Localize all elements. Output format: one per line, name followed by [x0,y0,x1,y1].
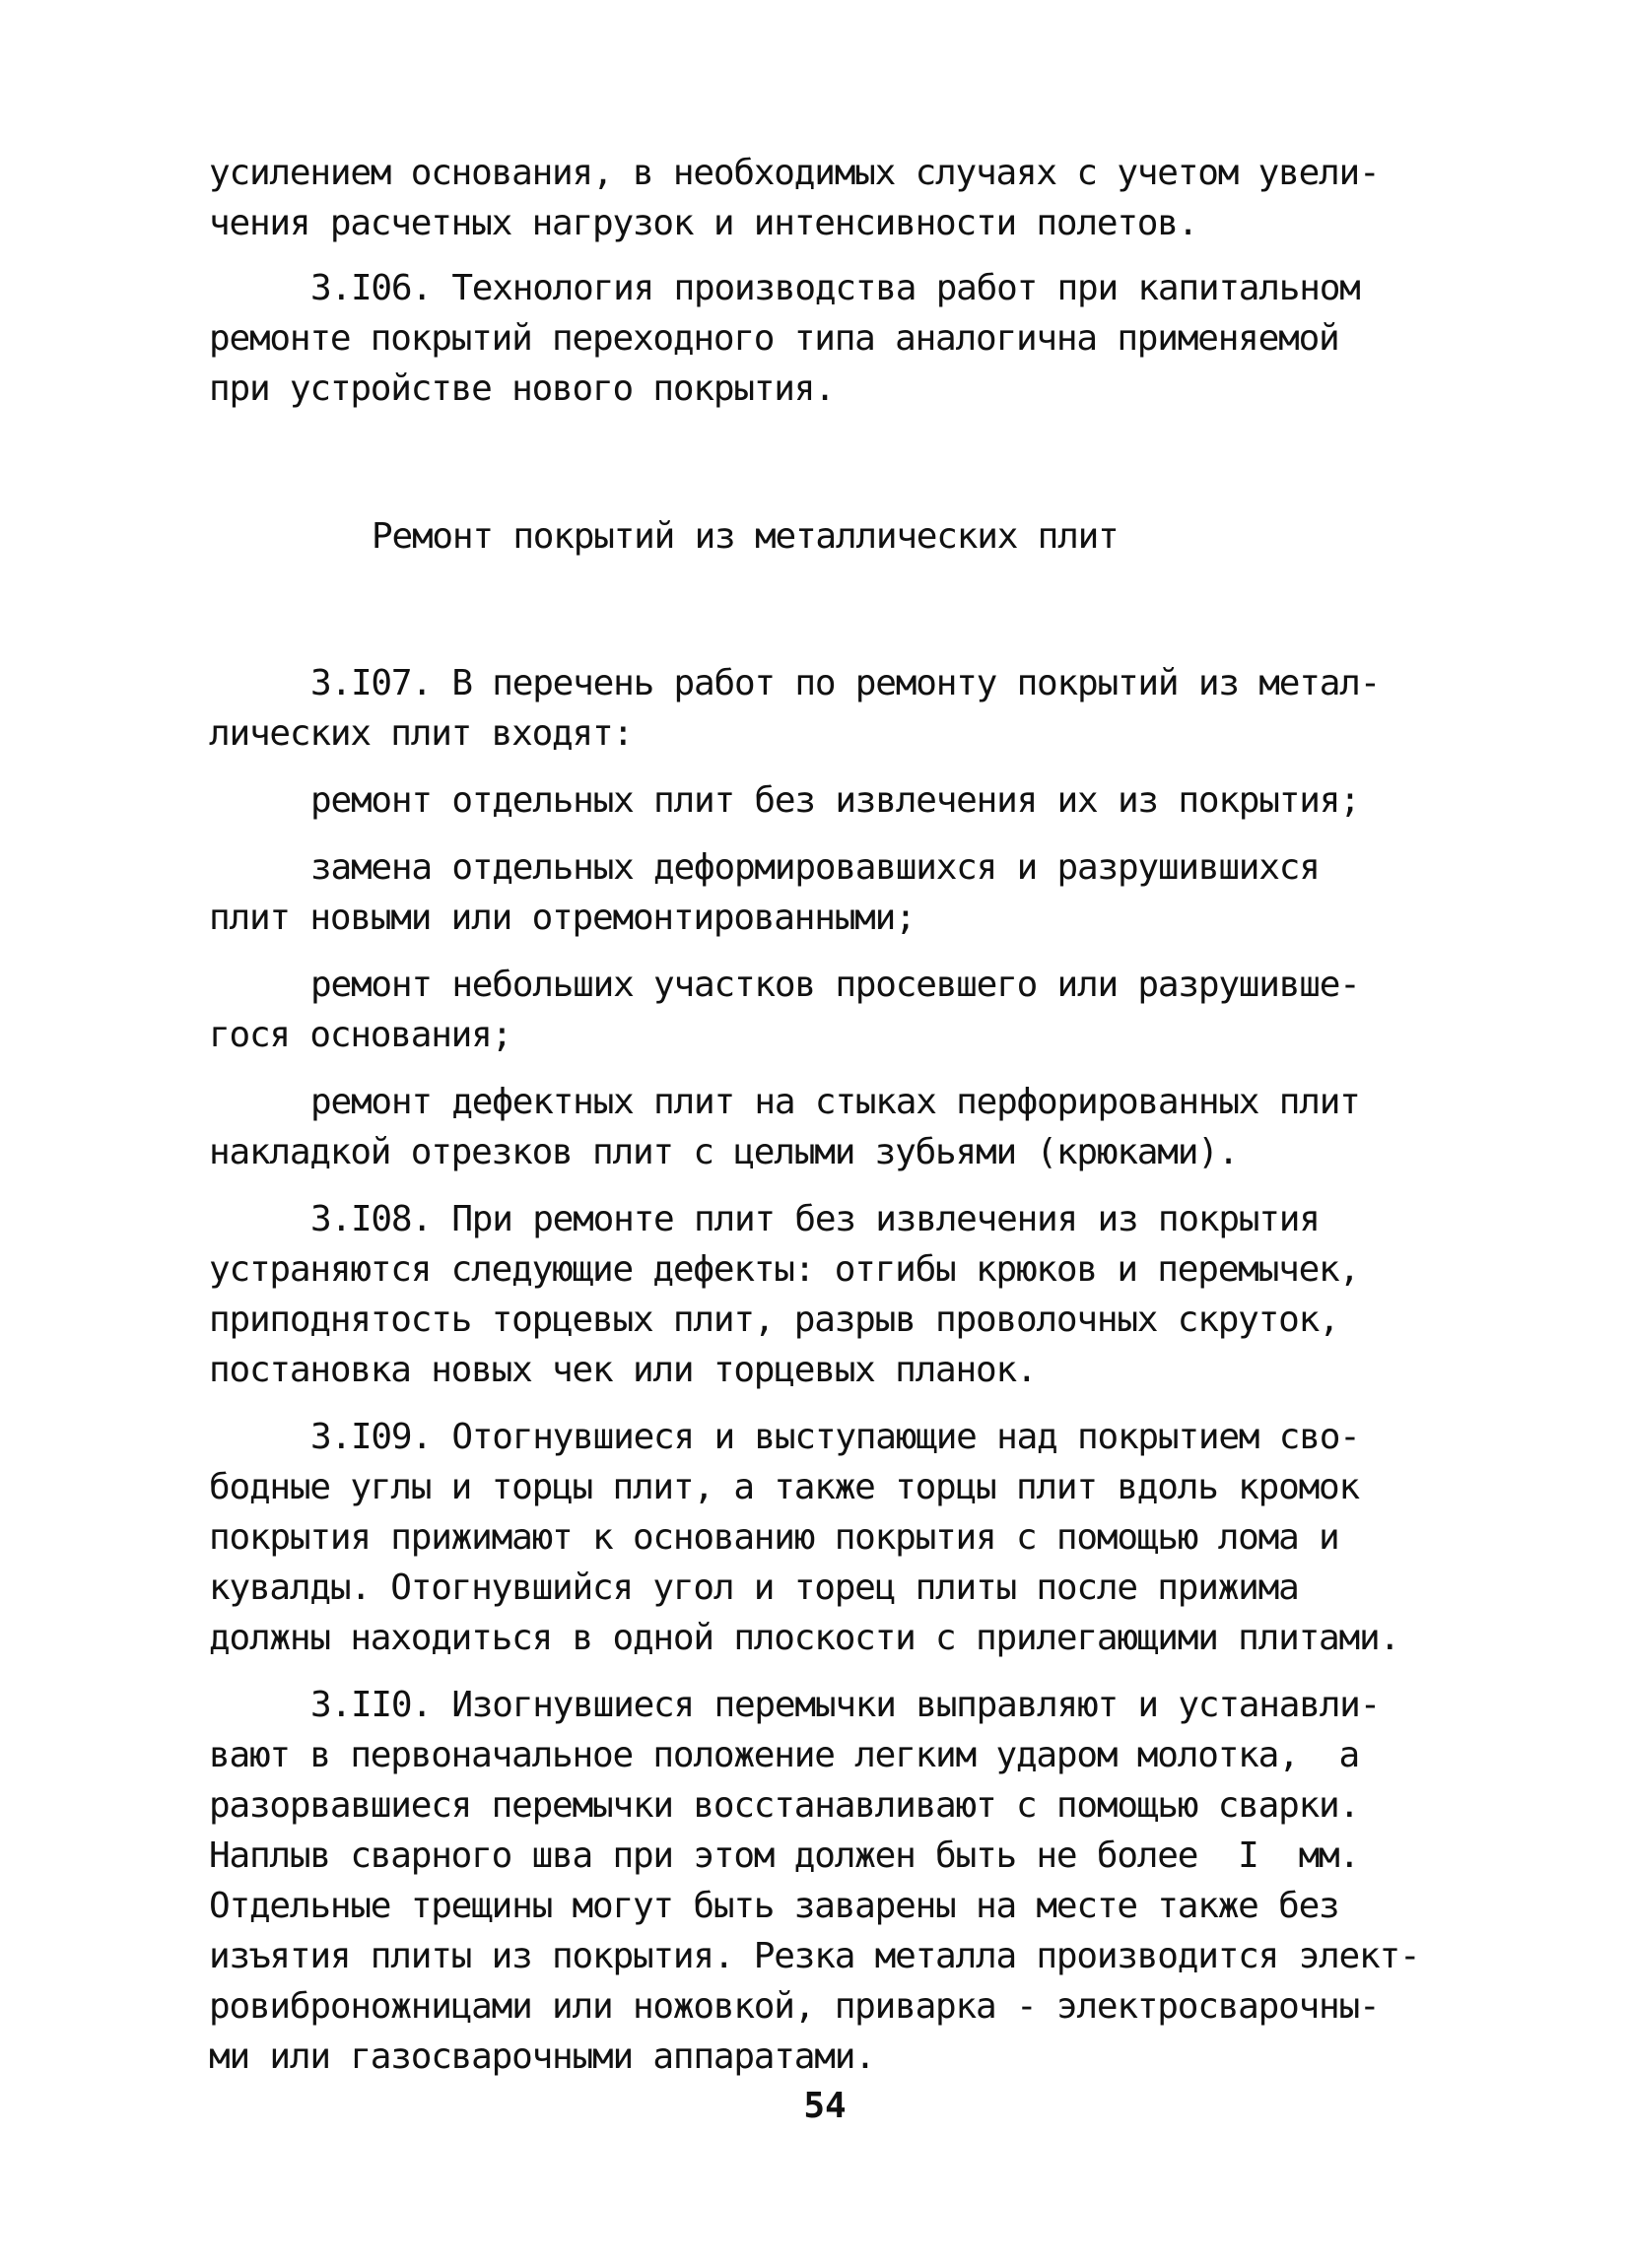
list-item-repair-base [209,960,1426,1060]
text-line: ремонт отдельных плит без извлечения их из покрытия; [310,780,1360,821]
text-line: кувалды. Отогнувшийся угол и торец плиты после прижима [209,1568,1299,1608]
paragraph-3-107 [209,658,1426,759]
text-line: гося основания; [209,1015,512,1055]
text-line: лических плит входят: [209,713,633,754]
document-page [209,148,1426,2082]
text-line: приподнятость торцевых плит, разрыв проволочных скруток, [209,1300,1339,1340]
text-line: накладкой отрезков плит с целыми зубьями (крюками). [209,1132,1239,1172]
text-line: усилением основания, в необходимых случаях с учетом увели- [209,153,1380,193]
text-line: чения расчетных нагрузок и интенсивности полетов. [209,203,1198,243]
text-line: устраняются следующие дефекты: отгибы крюков и перемычек, [209,1249,1360,1290]
text-line: ремонт дефектных плит на стыках перфорированных плит [310,1082,1360,1122]
list-item-repair-plates [209,775,1426,826]
text-line: постановка новых чек или торцевых планок. [209,1350,1037,1390]
text-line: разорвавшиеся перемычки восстанавливают с помощью сварки. [209,1785,1360,1826]
text-line: плит новыми или отремонтированными; [209,898,916,938]
list-item-repair-joints [209,1077,1426,1177]
text-line: ремонте покрытий переходного типа аналогична применяемой [209,318,1339,359]
text-line: 3.I07. В перечень работ по ремонту покрытий из метал- [310,663,1381,703]
paragraph-continuation [209,148,1426,248]
text-line: при устройстве нового покрытия. [209,368,835,409]
page-number: 54 [803,2086,847,2126]
text-line: вают в первоначальное положение легким ударом молотка, а [209,1735,1360,1775]
paragraph-3-109 [209,1412,1426,1663]
text-line: замена отдельных деформировавшихся и разрушившихся [310,847,1320,888]
section-heading: Ремонт покрытий из металлических плит [372,516,1119,557]
text-line: ровиброножницами или ножовкой, приварка - электросварочны- [209,1986,1380,2027]
paragraph-3-108 [209,1194,1426,1395]
text-line: должны находиться в одной плоскости с прилегающими плитами. [209,1618,1399,1658]
text-line: ми или газосварочными аппаратами. [209,2036,875,2077]
list-item-replace-plates [209,842,1426,943]
text-line: Отдельные трещины могут быть заварены на месте также без [209,1886,1339,1926]
paragraph-3-106 [209,263,1426,414]
text-line: Наплыв сварного шва при этом должен быть не более I мм. [209,1835,1360,1876]
text-line: 3.I09. Отогнувшиеся и выступающие над покрытием сво- [310,1417,1360,1457]
text-line: 3.I06. Технология производства работ при капитальном [310,268,1360,308]
paragraph-3-110 [209,1680,1426,2082]
text-line: бодные углы и торцы плит, а также торцы плит вдоль кромок [209,1467,1360,1507]
text-line: 3.II0. Изогнувшиеся перемычки выправляют и устанавли- [310,1685,1381,1725]
text-line: изъятия плиты из покрытия. Резка металла производится элект- [209,1936,1420,1976]
text-line: ремонт небольших участков просевшего или разрушивше- [310,965,1360,1005]
text-line: 3.I08. При ремонте плит без извлечения из покрытия [310,1199,1320,1239]
text-line: покрытия прижимают к основанию покрытия с помощью лома и [209,1517,1339,1558]
